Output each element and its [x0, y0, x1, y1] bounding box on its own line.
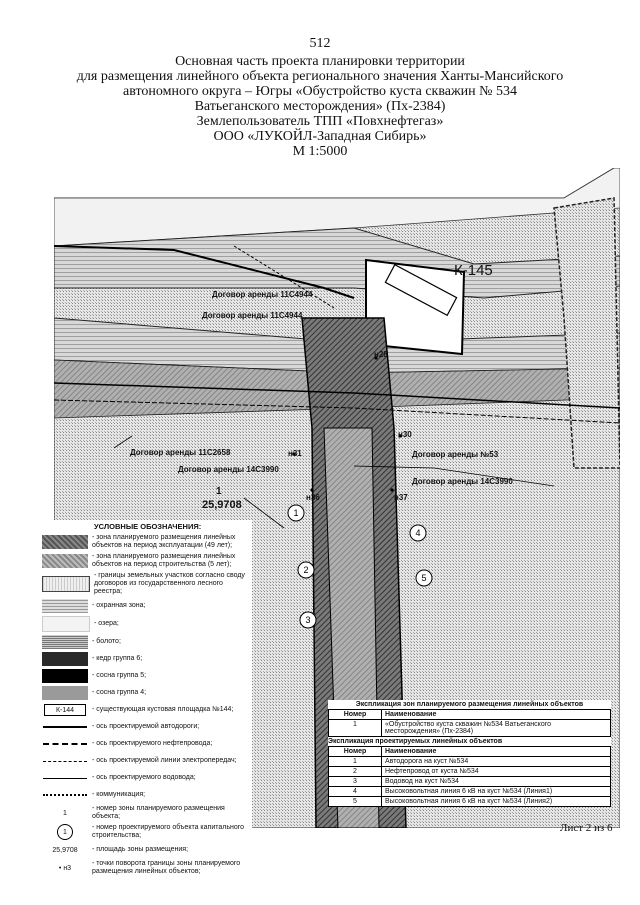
legend-item: - сосна группа 5;: [42, 669, 252, 683]
legend-swatch: [42, 535, 88, 549]
turning-point: [310, 488, 313, 491]
legend-swatch: [42, 599, 88, 613]
sheet-label: Лист 2 из 6: [560, 822, 613, 834]
contract-label: Договор аренды 11С4944: [212, 290, 313, 299]
object-number-label: 5: [421, 573, 427, 583]
objects-table: [328, 746, 611, 807]
point-label: н31: [288, 449, 302, 458]
power-line-sample: [43, 761, 87, 762]
zone-area-sample: 25,9708: [52, 846, 78, 854]
legend-swatch: [42, 576, 90, 592]
legend-item: - ось проектируемой автодороги;: [42, 720, 252, 734]
column-header: Наименование: [382, 747, 611, 757]
legend-item: 25,9708 - площадь зоны размещения;: [42, 843, 252, 857]
object-number-sample: 1: [57, 824, 73, 840]
legend-swatch: [42, 737, 88, 751]
legend-swatch: [42, 616, 90, 632]
legend-item: - ось проектируемой линии электропередач;: [42, 754, 252, 768]
zones-table: [328, 709, 611, 737]
object-number-label: 1: [293, 508, 299, 518]
title-block: [40, 54, 600, 159]
title-line: Землепользователь ТПП «Повхнефтегаз»: [196, 114, 444, 129]
table-cell: 4: [329, 787, 382, 797]
point-label: н28: [374, 350, 388, 359]
map-legend: [42, 520, 252, 879]
table-cell: Водовод на куст №534: [382, 777, 611, 787]
point-label: н36: [306, 493, 320, 502]
legend-item: • н3 - точки поворота границы зоны планируемого размещения линейных объектов;: [42, 860, 252, 876]
title-line: для размещения линейного объекта регионального значения Ханты-Мансийского: [76, 69, 564, 84]
legend-swatch: [42, 669, 88, 683]
table-row: [329, 797, 611, 807]
legend-item: - ось проектируемого водовода;: [42, 771, 252, 785]
legend-item: - озера;: [42, 616, 252, 632]
table-cell: Высоковольтная линия 6 кВ на куст №534 (Линия2): [382, 797, 611, 807]
table-header-row: [329, 710, 611, 720]
table-cell: Нефтепровод от куста №534: [382, 767, 611, 777]
table-cell: 3: [329, 777, 382, 787]
comm-line-sample: [43, 794, 87, 796]
table-cell: Высоковольтная линия 6 кВ на куст №534 (Линия1): [382, 787, 611, 797]
legend-item: - кедр группа 6;: [42, 652, 252, 666]
zone-number-label: 1: [216, 486, 222, 497]
legend-item: - охранная зона;: [42, 599, 252, 613]
object-number-label: 2: [303, 565, 309, 575]
contract-label: Договор аренды 14С3990: [412, 477, 513, 486]
legend-swatch: [42, 788, 88, 802]
table-row: [329, 757, 611, 767]
objects-table-title: Экспликация проектируемых линейных объектов: [328, 738, 503, 745]
zone-area-label: 25,9708: [202, 499, 242, 511]
contract-label: Договор аренды 11С4944: [202, 311, 303, 320]
title-line: автономного округа – Югры «Обустройство куста скважин № 534: [122, 84, 518, 99]
legend-item: 1 - номер зоны планируемого размещения объекта;: [42, 805, 252, 821]
page-number: 512: [309, 36, 331, 51]
table-row: [329, 720, 611, 737]
table-row: [329, 767, 611, 777]
legend-item: - зона планируемого размещения линейных объектов на период строительства (5 лет);: [42, 553, 252, 569]
legend-item: - ось проектируемого нефтепровода;: [42, 737, 252, 751]
object-number-label: 4: [415, 528, 421, 538]
table-cell: «Обустройство куста скважин №534 Ватьеганского месторождения» (Пх-2384): [382, 720, 611, 737]
table-row: [329, 787, 611, 797]
contract-label: Договор аренды 14С3990: [178, 465, 279, 474]
site-label: К-145: [454, 262, 493, 279]
legend-item: 1 - номер проектируемого объекта капитального строительства;: [42, 824, 252, 840]
title-line: ООО «ЛУКОЙЛ-Западная Сибирь»: [213, 129, 427, 144]
legend-swatch: [42, 686, 88, 700]
table-cell: 5: [329, 797, 382, 807]
legend-title: УСЛОВНЫЕ ОБОЗНАЧЕНИЯ:: [94, 522, 202, 531]
table-row: [329, 777, 611, 787]
zone-number-sample: 1: [63, 809, 67, 817]
column-header: Номер: [329, 710, 382, 720]
site-sample: К-144: [44, 704, 86, 716]
legend-item: - зона планируемого размещения линейных объектов на период эксплуатации (49 лет);: [42, 534, 252, 550]
legend-item: К-144 - существующая кустовая площадка №144;: [42, 703, 252, 717]
point-sample: • н3: [58, 864, 72, 872]
zones-table-title: Экспликация зон планируемого размещения линейных объектов: [355, 701, 584, 708]
scale-label: М 1:5000: [292, 144, 348, 159]
table-cell: 2: [329, 767, 382, 777]
water-line-sample: [43, 778, 87, 779]
title-line: Основная часть проекта планировки территории: [175, 54, 465, 69]
title-line: Ватьеганского месторождения» (Пх-2384): [194, 99, 446, 114]
legend-swatch: [42, 635, 88, 649]
table-cell: Автодорога на куст №534: [382, 757, 611, 767]
object-number-label: 3: [305, 615, 311, 625]
legend-swatch: [42, 720, 88, 734]
point-label: н30: [398, 430, 412, 439]
table-header-row: [329, 747, 611, 757]
oil-line-sample: [43, 743, 87, 745]
turning-point: [390, 488, 393, 491]
contract-label: Договор аренды 11С2658: [130, 448, 231, 457]
column-header: Номер: [329, 747, 382, 757]
legend-item: - коммуникация;: [42, 788, 252, 802]
legend-item: - сосна группа 4;: [42, 686, 252, 700]
road-line-sample: [43, 726, 87, 728]
legend-swatch: [42, 825, 88, 839]
contract-label: Договор аренды №53: [412, 450, 499, 459]
table-cell: 1: [329, 757, 382, 767]
table-cell: 1: [329, 720, 382, 737]
legend-swatch: [42, 703, 88, 717]
legend-item: - болото;: [42, 635, 252, 649]
point-label: н37: [394, 493, 408, 502]
legend-swatch: [42, 754, 88, 768]
column-header: Наименование: [382, 710, 611, 720]
legend-swatch: [42, 554, 88, 568]
legend-swatch: [42, 771, 88, 785]
explication-tables: [328, 700, 611, 807]
legend-swatch: [42, 652, 88, 666]
legend-item: - границы земельных участков согласно своду договоров из государственного лесного реестра;: [42, 572, 252, 596]
